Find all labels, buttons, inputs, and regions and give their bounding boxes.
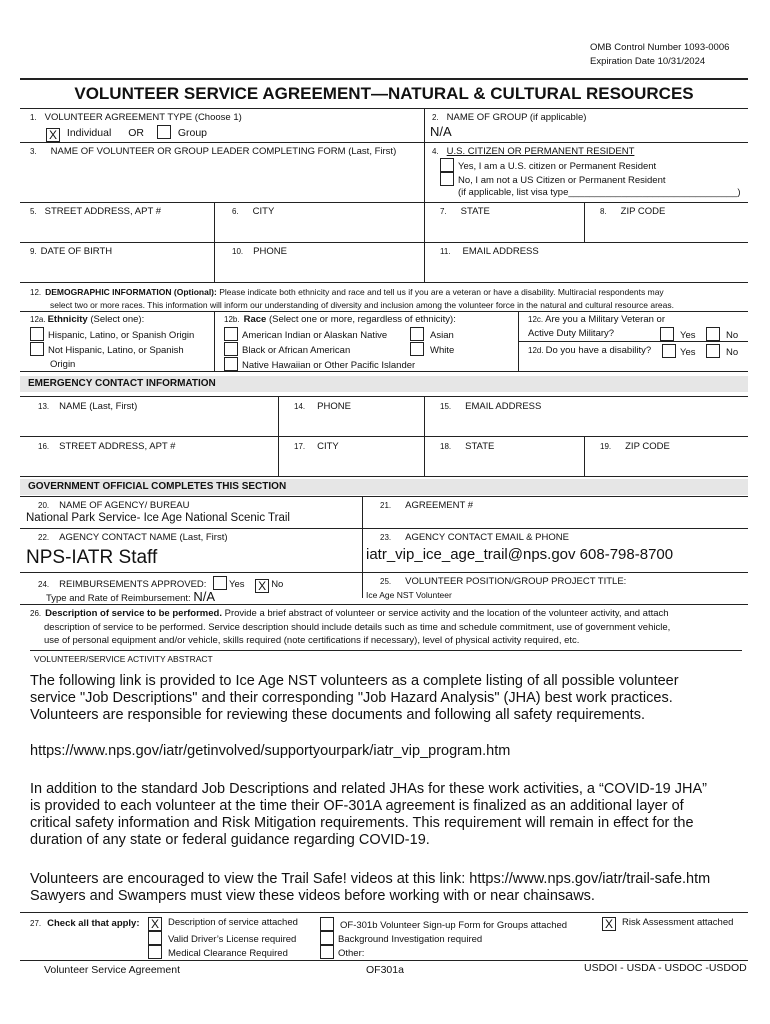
race-black-option: Black or African American bbox=[224, 342, 350, 356]
option-description-attached: X Description of service attached bbox=[148, 917, 298, 931]
field-12-header: 12. DEMOGRAPHIC INFORMATION (Optional): Please indicate both ethnicity and race and tell us if you are a veteran or have a disability. Multiracial respondents may select two or more races. This information will inform our understanding of diversity and inclusion among the volunteer force in the natural and cultural resource areas. bbox=[30, 287, 674, 310]
race-pacific-islander-option: Native Hawaiian or Other Pacific Islander bbox=[224, 357, 415, 371]
field-22-label: 22. AGENCY CONTACT NAME (Last, First) bbox=[38, 532, 228, 543]
option-drivers-license: Valid Driver’s License required bbox=[148, 931, 296, 945]
ethnicity-not-hispanic-option: Not Hispanic, Latino, or Spanish Origin bbox=[30, 342, 184, 372]
field-10-label: 10. PHONE bbox=[232, 246, 287, 257]
field-2-label: 2. NAME OF GROUP (if applicable) bbox=[432, 112, 587, 123]
medical-clearance-checkbox[interactable] bbox=[148, 945, 162, 959]
abstract-label: VOLUNTEER/SERVICE ACTIVITY ABSTRACT bbox=[34, 654, 213, 664]
individual-label: Individual bbox=[66, 127, 112, 139]
footer-left: Volunteer Service Agreement bbox=[44, 964, 180, 976]
field-24-label: 24. REIMBURSEMENTS APPROVED: Yes X No bbox=[38, 576, 283, 593]
field-9-label: 9. DATE OF BIRTH bbox=[30, 246, 113, 257]
veteran-label-2: Active Duty Military? bbox=[528, 328, 615, 339]
option-of301b: OF-301b Volunteer Sign-up Form for Groups attached bbox=[320, 917, 567, 931]
citizen-no-checkbox[interactable] bbox=[440, 172, 454, 186]
veteran-no-option: No bbox=[706, 327, 738, 341]
reimbursement-rate-value[interactable]: N/A bbox=[193, 589, 215, 604]
group-label: Group bbox=[177, 127, 207, 139]
citizen-yes-checkbox[interactable] bbox=[440, 158, 454, 172]
field-18-label: 18. STATE bbox=[440, 441, 495, 452]
race-american-indian-option: American Indian or Alaskan Native bbox=[224, 327, 387, 341]
agency-contact-name-value[interactable]: NPS-IATR Staff bbox=[26, 547, 158, 568]
group-checkbox[interactable] bbox=[157, 125, 171, 139]
disability-yes-option: Yes bbox=[662, 344, 696, 358]
field-19-label: 19. ZIP CODE bbox=[600, 441, 670, 452]
background-checkbox[interactable] bbox=[320, 931, 334, 945]
citizen-no-option: No, I am not a US Citizen or Permanent Resident bbox=[440, 172, 666, 186]
disability-label: 12d. Do you have a disability? bbox=[528, 345, 652, 356]
visa-type-field[interactable]: (if applicable, list visa type________________________________) bbox=[458, 187, 741, 198]
field-23-label: 23. AGENCY CONTACT EMAIL & PHONE bbox=[380, 532, 569, 543]
other-checkbox[interactable] bbox=[320, 945, 334, 959]
field-20-label: 20. NAME OF AGENCY/ BUREAU bbox=[38, 500, 190, 511]
expiration-date: Expiration Date 10/31/2024 bbox=[590, 56, 706, 67]
group-name-value[interactable]: N/A bbox=[430, 124, 452, 139]
disability-yes-checkbox[interactable] bbox=[662, 344, 676, 358]
description-attached-checkbox[interactable]: X bbox=[148, 917, 162, 931]
reimburse-no-checkbox[interactable]: X bbox=[255, 579, 269, 593]
field-5-label: 5. STREET ADDRESS, APT # bbox=[30, 206, 162, 217]
abstract-paragraph-3[interactable]: Volunteers are encouraged to view the Trail Safe! videos at this link: https://www.nps.gov/iatr/trail-safe.htm Sawyers and Swampers must view these videos before working with or near chainsaws. bbox=[30, 871, 711, 904]
field-17-label: 17. CITY bbox=[294, 441, 339, 452]
race-asian-option: Asian bbox=[410, 327, 454, 341]
white-checkbox[interactable] bbox=[410, 342, 424, 356]
black-checkbox[interactable] bbox=[224, 342, 238, 356]
footer-right: USDOI - USDA - USDOC -USDOD bbox=[584, 962, 747, 974]
field-3-label: 3. NAME OF VOLUNTEER OR GROUP LEADER COMPLETING FORM (Last, First) bbox=[30, 146, 397, 157]
veteran-no-checkbox[interactable] bbox=[706, 327, 720, 341]
field-1-label: 1. VOLUNTEER AGREEMENT TYPE (Choose 1) bbox=[30, 112, 242, 123]
of301b-checkbox[interactable] bbox=[320, 917, 334, 931]
disability-no-checkbox[interactable] bbox=[706, 344, 720, 358]
field-13-label: 13. NAME (Last, First) bbox=[38, 401, 138, 412]
pacific-islander-checkbox[interactable] bbox=[224, 357, 238, 371]
ethnicity-hispanic-option: Hispanic, Latino, or Spanish Origin bbox=[30, 327, 194, 341]
field-21-label: 21. AGREEMENT # bbox=[380, 500, 474, 511]
field-14-label: 14. PHONE bbox=[294, 401, 351, 412]
omb-number: OMB Control Number 1093-0006 bbox=[590, 42, 730, 53]
field-15-label: 15. EMAIL ADDRESS bbox=[440, 401, 542, 412]
position-title-value[interactable]: Ice Age NST Volunteer bbox=[366, 590, 452, 600]
agreement-type-options bbox=[46, 125, 207, 142]
veteran-yes-option: Yes bbox=[660, 327, 696, 341]
risk-assessment-checkbox[interactable]: X bbox=[602, 917, 616, 931]
field-27-label: 27. Check all that apply: bbox=[30, 918, 140, 929]
american-indian-checkbox[interactable] bbox=[224, 327, 238, 341]
option-other: Other: bbox=[320, 945, 364, 959]
veteran-yes-checkbox[interactable] bbox=[660, 327, 674, 341]
hispanic-checkbox[interactable] bbox=[30, 327, 44, 341]
disability-no-option: No bbox=[706, 344, 738, 358]
drivers-license-checkbox[interactable] bbox=[148, 931, 162, 945]
agency-contact-email-value[interactable]: iatr_vip_ice_age_trail@nps.gov 608-798-8700 bbox=[366, 546, 674, 563]
or-label: OR bbox=[128, 127, 144, 139]
option-risk-assessment: X Risk Assessment attached bbox=[602, 917, 733, 931]
field-11-label: 11. EMAIL ADDRESS bbox=[440, 246, 539, 257]
citizen-yes-option: Yes, I am a U.S. citizen or Permanent Resident bbox=[440, 158, 656, 172]
asian-checkbox[interactable] bbox=[410, 327, 424, 341]
government-section-header: GOVERNMENT OFFICIAL COMPLETES THIS SECTION bbox=[20, 479, 748, 495]
race-label: 12b. Race (Select one or more, regardless of ethnicity): bbox=[224, 314, 456, 325]
reimburse-yes-checkbox[interactable] bbox=[213, 576, 227, 590]
veteran-label: 12c. Are you a Military Veteran or bbox=[528, 314, 665, 325]
emergency-section-header: EMERGENCY CONTACT INFORMATION bbox=[20, 376, 748, 392]
option-medical-clearance: Medical Clearance Required bbox=[148, 945, 288, 959]
individual-checkbox[interactable]: X bbox=[46, 128, 60, 142]
abstract-paragraph-1[interactable]: The following link is provided to Ice Age NST volunteers as a complete listing of all possible volunteer service "Job Descriptions" and their corresponding "Job Hazard Analysis" (JHA) best work practices. Volunteers are responsible for reviewing these documents and following all safety requirements. bbox=[30, 673, 679, 723]
race-white-option: White bbox=[410, 342, 454, 356]
agency-name-value[interactable]: National Park Service- Ice Age National Scenic Trail bbox=[26, 512, 290, 524]
field-6-label: 6. CITY bbox=[232, 206, 275, 217]
abstract-link[interactable]: https://www.nps.gov/iatr/getinvolved/supportyourpark/iatr_vip_program.htm bbox=[30, 743, 511, 759]
abstract-paragraph-2[interactable]: In addition to the standard Job Descriptions and related JHAs for these work activities, a “COVID-19 JHA” is provided to each volunteer at the time their OF-301A agreement is finalized as an additional layer of critical safety information and Risk Mitigation requirements. This requirement will remain in effect for the duration of any state or federal guidance regarding COVID-19. bbox=[30, 781, 707, 848]
reimbursement-rate: Type and Rate of Reimbursement: N/A bbox=[46, 589, 215, 604]
field-26-header: 26. Description of service to be performed. Provide a brief abstract of volunteer or service activity and the location of the volunteer activity, and attach description of service to be performed. Service description should include details such as time and schedule commitment, use of government vehicle, use of personal equipment and/or vehicle, skills required (note certifications if necessary), level of physical activity required, etc. bbox=[30, 608, 671, 646]
form-title: VOLUNTEER SERVICE AGREEMENT—NATURAL & CULTURAL RESOURCES bbox=[74, 84, 694, 103]
field-4-label: 4. U.S. CITIZEN OR PERMANENT RESIDENT bbox=[432, 146, 635, 157]
not-hispanic-checkbox[interactable] bbox=[30, 342, 44, 356]
option-background: Background Investigation required bbox=[320, 931, 482, 945]
field-7-label: 7. STATE bbox=[440, 206, 490, 217]
footer-center: OF301a bbox=[366, 964, 404, 976]
ethnicity-label: 12a. Ethnicity (Select one): bbox=[30, 314, 145, 325]
field-25-label: 25. VOLUNTEER POSITION/GROUP PROJECT TITLE: bbox=[380, 576, 627, 587]
field-16-label: 16. STREET ADDRESS, APT # bbox=[38, 441, 176, 452]
field-8-label: 8. ZIP CODE bbox=[600, 206, 666, 217]
